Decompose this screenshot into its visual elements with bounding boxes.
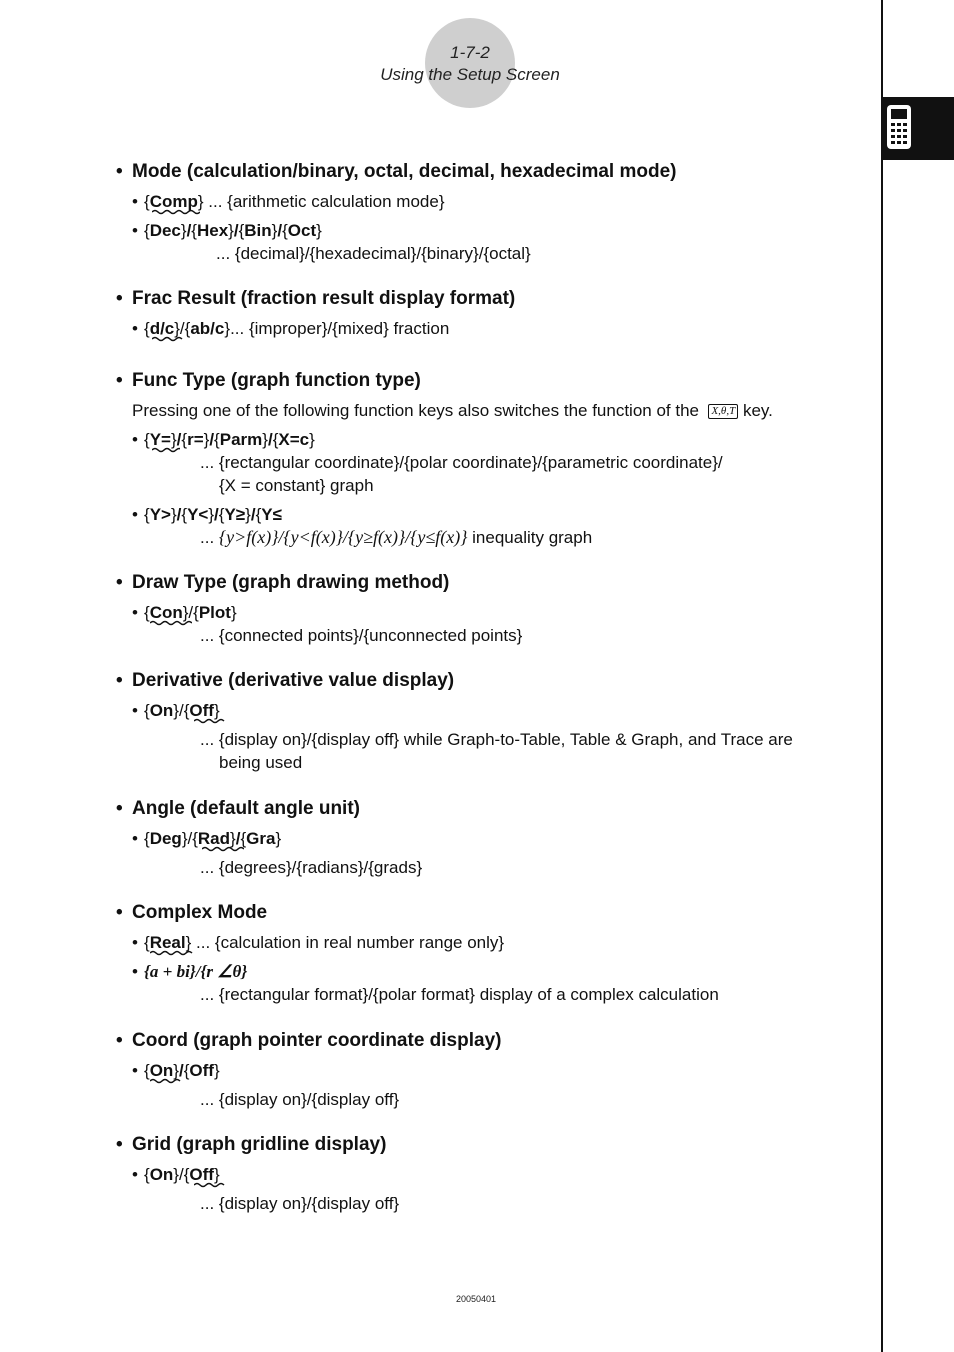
footer-code: 20050401: [455, 1294, 497, 1304]
list-item: • {On}/{Off}: [132, 699, 856, 722]
bullet-icon: •: [116, 288, 123, 309]
section-draw-type: [116, 571, 856, 647]
option-label: Off: [189, 1165, 214, 1184]
bullet-icon: •: [116, 670, 123, 691]
option-label: Hex: [196, 221, 229, 240]
bullet-icon: •: [116, 1134, 123, 1155]
list-item: • {Comp} ... {arithmetic calculation mode}: [132, 190, 856, 213]
option-label: On: [149, 701, 174, 720]
option-desc: ... {rectangular coordinate}/{polar coordinate}/{parametric coordinate}/: [200, 453, 723, 472]
option-label: Y≤: [261, 505, 282, 524]
option-label: Comp: [149, 192, 198, 211]
option-label: r ∠θ: [206, 962, 242, 981]
list-item: • {Deg}/{Rad}/{Gra}: [132, 827, 856, 850]
option-label: Gra: [246, 829, 276, 848]
option-label: Con: [149, 603, 183, 622]
list-item: • {Y>}/{Y<}/{Y≥}/{Y≤: [132, 505, 282, 524]
option-desc: ... {arithmetic calculation mode}: [203, 192, 445, 211]
default-wavy-underline: [194, 718, 226, 724]
section-derivative: [116, 669, 856, 774]
option-desc: ... {connected points}/{unconnected points}: [200, 626, 523, 645]
option-label: Oct: [287, 221, 317, 240]
section-mode: [116, 160, 856, 265]
option-desc: ... {calculation in real number range only}: [191, 933, 505, 952]
section-frac-result: [116, 287, 856, 340]
section-heading: Coord (graph pointer coordinate display): [132, 1030, 502, 1051]
bullet-icon: •: [116, 902, 123, 923]
option-label: ab/c: [190, 319, 225, 338]
section-heading: Angle (default angle unit): [132, 798, 360, 819]
section-heading: Mode (calculation/binary, octal, decimal, hexadecimal mode): [132, 161, 677, 182]
option-label: Dec: [149, 221, 181, 240]
list-item: • {Con}/{Plot}: [132, 601, 856, 624]
option-label: Real: [149, 933, 186, 952]
option-label: Off: [189, 701, 214, 720]
option-label: r=: [187, 430, 204, 449]
option-label: a + bi: [149, 962, 190, 981]
option-desc: ... {display on}/{display off} while Graph-to-Table, Table & Graph, and Trace are: [200, 730, 793, 749]
option-desc: ... {display on}/{display off}: [200, 1194, 400, 1213]
section-func-type: [116, 369, 856, 549]
bullet-icon: •: [116, 161, 123, 182]
option-label: Deg: [149, 829, 182, 848]
list-item: • {a + bi}/{r ∠θ}: [132, 962, 248, 981]
option-label: Parm: [219, 430, 263, 449]
section-heading: Derivative (derivative value display): [132, 670, 455, 691]
default-wavy-underline: [150, 950, 194, 956]
option-label: Y≥: [224, 505, 246, 524]
section-angle: [116, 797, 856, 879]
list-item: • {On}/{Off}: [132, 1059, 856, 1082]
list-item: • {On}/{Off}: [132, 1163, 856, 1186]
default-wavy-underline: [202, 846, 244, 852]
option-label: Rad: [197, 829, 231, 848]
option-desc: ... {display on}/{display off}: [200, 1090, 400, 1109]
page-number: 1-7-2: [450, 43, 490, 62]
section-heading: Draw Type (graph drawing method): [132, 572, 450, 593]
option-label: Off: [189, 1061, 214, 1080]
xthetat-key-icon: X,θ,T: [708, 404, 738, 419]
section-intro: Pressing one of the following function keys also switches the function of the X,θ,T key.: [132, 401, 773, 420]
list-item: • {Dec}/{Hex}/{Bin}/{Oct}: [132, 221, 322, 240]
default-wavy-underline: [150, 1078, 182, 1084]
list-item: • {d/c}/{ab/c}... {improper}/{mixed} fraction: [132, 317, 856, 340]
section-heading: Frac Result (fraction result display format): [132, 288, 516, 309]
option-label: d/c: [149, 319, 175, 338]
list-item: • {Y=}/{r=}/{Parm}/{X=c}: [132, 428, 856, 451]
calculator-icon: [886, 104, 912, 150]
section-heading: Func Type (graph function type): [132, 370, 421, 391]
default-wavy-underline: [194, 1182, 226, 1188]
bullet-icon: •: [116, 1030, 123, 1051]
option-label: On: [149, 1061, 174, 1080]
option-desc: ... {y>f(x)}/{y<f(x)}/{y≥f(x)}/{y≤f(x)} inequality graph: [200, 527, 593, 547]
default-wavy-underline: [152, 209, 200, 215]
option-label: On: [149, 1165, 174, 1184]
bullet-icon: •: [116, 798, 123, 819]
section-heading: Complex Mode: [132, 902, 268, 923]
option-label: Y>: [149, 505, 171, 524]
page-subtitle: Using the Setup Screen: [380, 65, 560, 84]
bullet-icon: •: [116, 370, 123, 391]
section-coord: [116, 1029, 856, 1111]
option-label: Bin: [244, 221, 272, 240]
right-margin-rule: [881, 0, 883, 1352]
chapter-tab: [882, 97, 954, 160]
option-desc: ... {decimal}/{hexadecimal}/{binary}/{octal}: [216, 244, 531, 263]
default-wavy-underline: [150, 620, 192, 626]
section-grid: [116, 1133, 856, 1215]
option-label: Y<: [187, 505, 209, 524]
default-wavy-underline: [152, 447, 180, 453]
section-heading: Grid (graph gridline display): [132, 1134, 387, 1155]
option-desc: being used: [219, 753, 303, 772]
option-label: Plot: [198, 603, 231, 622]
option-desc: ... {improper}/{mixed} fraction: [230, 319, 450, 338]
bullet-icon: •: [116, 572, 123, 593]
section-complex-mode: [116, 901, 856, 1006]
option-desc: {X = constant} graph: [219, 476, 374, 495]
list-item: • {Real} ... {calculation in real number range only}: [132, 931, 856, 954]
option-label: Y=: [149, 430, 171, 449]
header-circle: [425, 18, 515, 108]
option-desc: ... {rectangular format}/{polar format} display of a complex calculation: [200, 985, 719, 1004]
option-label: X=c: [278, 430, 310, 449]
default-wavy-underline: [152, 336, 184, 342]
option-desc: ... {degrees}/{radians}/{grads}: [200, 858, 423, 877]
